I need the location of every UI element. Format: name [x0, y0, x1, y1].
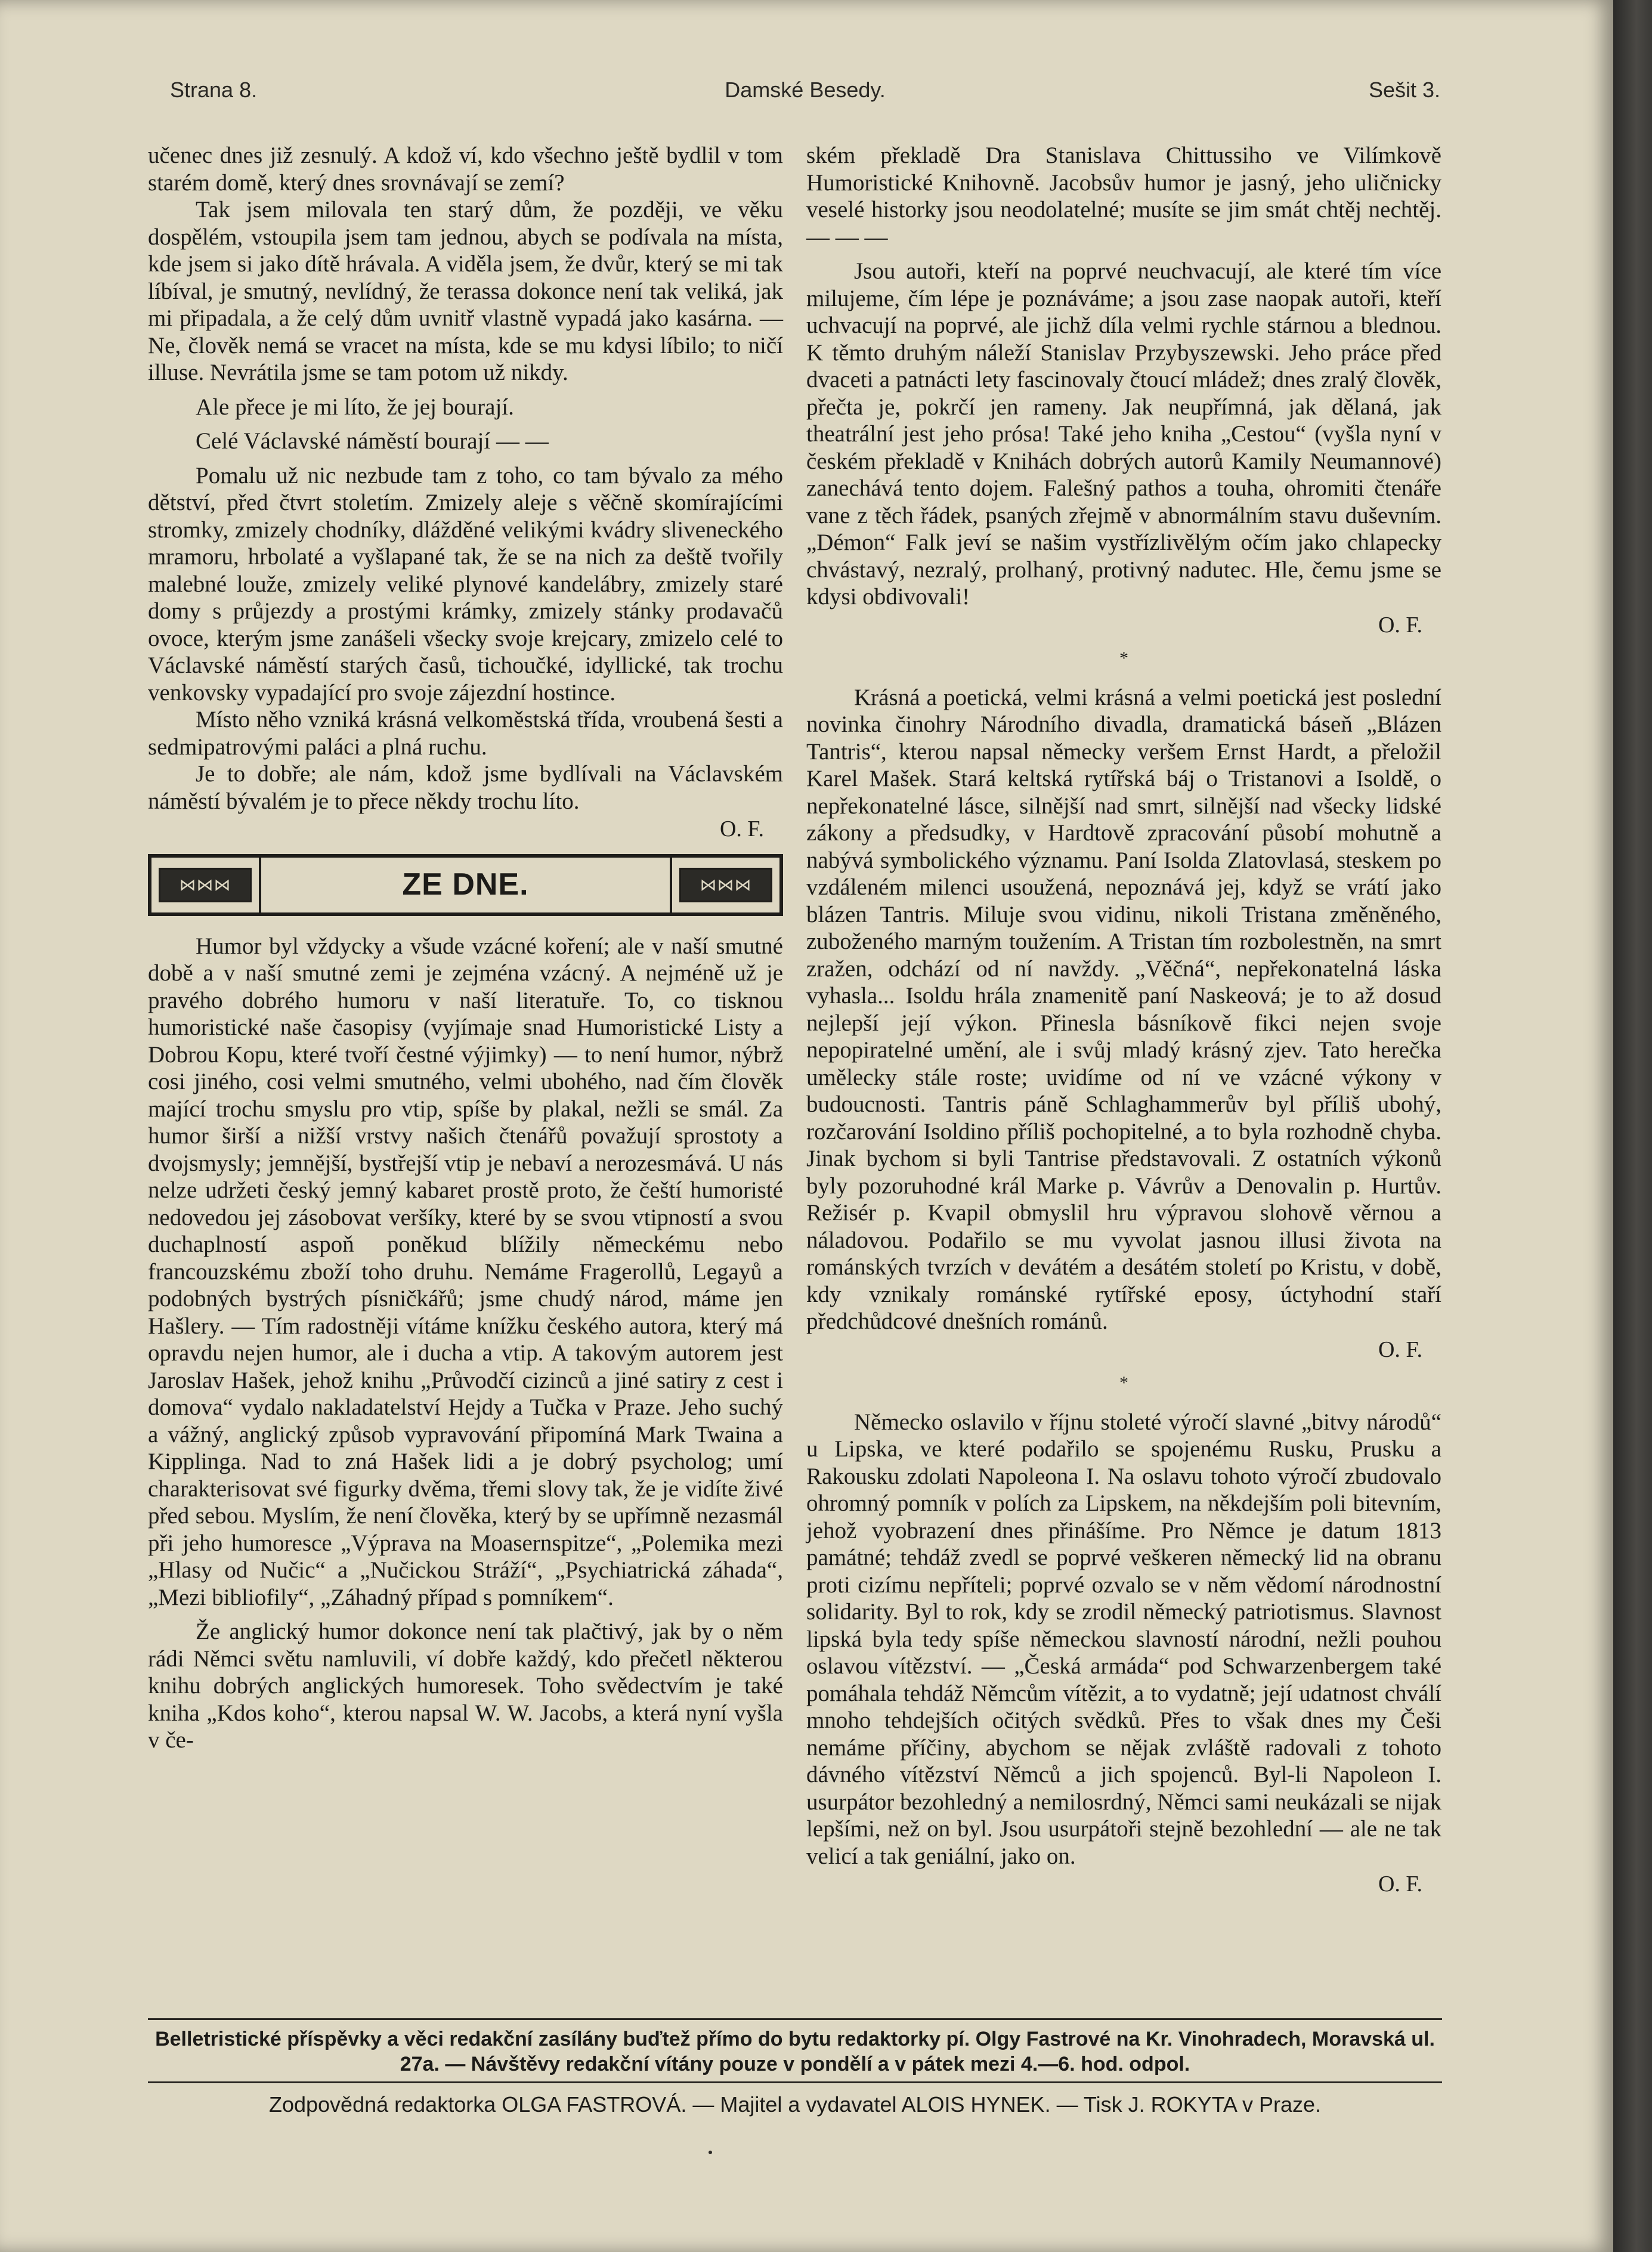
ornament-left-icon: ⋈⋈⋈ — [159, 868, 252, 902]
paragraph: ském překladě Dra Stanislava Chittussiho ve Vilímkově Humoristické Knihovně. Jacobsův humor je jasný, jeho uličnicky veselé historky jsou neodolatelné; musíte se jim smát chtěj nechtěj. — — — — [806, 143, 1441, 250]
editorial-note: Belletristické příspěvky a věci redakční zasílány buďtež přímo do bytu redaktorky pí. Olgy Fastrové na Kr. Vinohradech, Moravská ul. 27a. — Návštěvy redakční vítány pouze v pondělí a v pátek mezi 4.—6. hod. odpol. — [155, 2028, 1435, 2075]
asterisk-separator-icon: * — [1119, 648, 1128, 668]
page-header — [170, 78, 1440, 113]
imprint-line: Zodpovědná redaktorka OLGA FASTROVÁ. — Majitel a vydavatel ALOIS HYNEK. — Tisk J. ROKYTA v Praze. — [268, 2092, 1322, 2117]
paragraph: Místo něho vzniká krásná velkoměstská třída, vroubená šesti a sedmipatrovými paláci a plná ruchu. — [148, 707, 783, 760]
book-spine-edge — [1613, 0, 1652, 2252]
paragraph: Humor byl vždycky a všude vzácné koření; ale v naší smutné době a v naší smutné zemi je zejména vzácný. A nejméně už je pravého dobrého humoru v naší literatuře. To, co tisknou humoristické naše časopisy (vyjímaje snad Humoristické Listy a Dobrou Kopu, které tvoří čestné výjimky) — to není humor, nýbrž cosi jiného, cosi velmi smutného, velmi ubohého, nad čím člověk mající trochu smyslu pro vtip, spíše by plakal, nežli se smál. Za humor širší a nižší vrstvy našich čtenářů považují sprostoty a dvojsmysly; jemnější, bystřejší vtip je nebaví a nerozesmává. U nás nelze udržeti český jemný kabaret prostě proto, že čeští humoristé nedovedou jej zásobovat veršíky, které by se svou vtipností a svou duchaplností aspoň poněkud blížily německému nebo francouzskému zboží toho druhu. Nemáme Fragerollů, Legayů a podobných bystrých písničkářů; jsme chudý národ, máme jen Hašlery. — Tím radostněji vítáme knížku českého autora, který má opravdu nejen humor, ale i ducha a vtip. A takovým autorem jest Jaroslav Hašek, jehož knihu „Průvodčí cizinců a jiné satiry z cest i domova“ vydalo nakladatelství Hejdy a Tučka v Praze. Jeho suchý a vážný, anglický způsob vypravování připomíná Mark Twaina a Kipplinga. Nad to zná Hašek lidi a je dobrý psycholog; umí charakterisovat své figurky dvěma, třemi slovy tak, že je vidíte živé před sebou. Myslím, že není člověka, který by se upřímně nezasmál při jeho humoresce „Výprava na Moasernspitze“, „Polemika mezi „Hlasy od Nučic“ a „Nučickou Stráží“, „Psychiatrická záhada“, „Mezi bibliofily“, „Záhadný případ s pomníkem“. — [148, 933, 783, 1610]
author-signature: O. F. — [719, 816, 764, 842]
left-column — [148, 142, 783, 1754]
ornament-right-icon: ⋈⋈⋈ — [679, 868, 772, 902]
paragraph: Krásná a poetická, velmi krásná a velmi poetická jest poslední novinka činohry Národního divadla, dramatická báseň „Blázen Tantris“, kterou napsal německy veršem Ernst Hardt, a přeložil Karel Mašek. Stará keltská rytířská báj o Tristanovi a Isoldě, o nepřekonatelné lásce, silnější nad smrt, silnější nad všecky lidské zákony a předsudky, v Hardtově zpracování působí mohutně a nabývá symbolického významu. Paní Isolda Zlatovlasá, steskem po vzdáleném milenci usoužená, nepoznává jej, když se vrátí jako blázen Tantris. Miluje svou vidinu, nikoli Tristana změněného, zuboženého marným toužením. A Tristan tím rozbolestněn, na smrt zražen, odchází od ní navždy. „Věčná“, nepřekonatelná láska vyhasla... Isoldu hrála znamenitě paní Naskeová; je to až dosud nejlepší její výkon. Přinesla básníkově fikci nejen svoje nepopiratelné umění, ale i svůj mladý krásný zjev. Tato herečka umělecky stále roste; uvidíme od ní ve vzácné výkony v budoucnosti. Tantris páně Schlaghammerův byl příliš ubohý, rozčarování Isoldino příliš pochopitelné, a to byla rozhodně chyba. Jinak bychom si byli Tantrise představovali. Z ostatních výkonů byly pozoruhodné král Marke p. Vávrův a Denovalin p. Hurtův. Režisér p. Kvapil obmyslil hru výpravou slohově věrnou a náladovou. Podařilo se mu vyvolat jasnou illusi života na románských tvrzích v devátém a desátém století po Kristu, v době, kdy vznikaly románské rytířské eposy, úctyhodní staří předchůdcové dnešních románů. — [806, 684, 1441, 1334]
paragraph: Jsou autoři, kteří na poprvé neuchvacují, ale které tím více milujeme, čím lépe je poznáváme; a jsou zase naopak autoři, kteří uchvacují na poprvé, ale jichž díla velmi rychle stárnou a blednou. K těmto druhým náleží Stanislav Przybyszewski. Jeho práce před dvaceti a patnácti lety fascinovaly čtoucí mládež; dnes zralý člověk, přečta je, pokrčí jen rameny. Jak neupřímná, jak dělaná, jak theatrální jest jeho prósa! Také jeho kniha „Cestou“ (vyšla nyní v českém překladě v Knihách dobrých autorů Kamily Neumannové) zanechává tento dojem. Falešný pathos a touha, ohromiti čtenáře vane z těch řádek, psaných zřejmě v abnormálním stavu duševním. „Démon“ Falk jeví se našim vystřízlivělým očím jako chlapecky chvástavý, nezralý, prolhaný, protivný nadutec. Hle, čemu jsme se kdysi obdivovali! — [806, 258, 1441, 610]
paragraph: Je to dobře; ale nám, kdož jsme bydlívali na Václavském náměstí bývalém je to přece někdy trochu líto. — [148, 761, 783, 814]
issue-number: Sešit 3. — [1368, 78, 1440, 102]
paragraph: učenec dnes již zesnulý. A kdož ví, kdo všechno ještě bydlil v tom starém domě, který dnes srovnávají se zemí? — [148, 143, 783, 196]
divider-rule — [148, 2018, 1442, 2020]
divider-rule — [148, 2081, 1442, 2083]
right-column — [806, 142, 1441, 1904]
paragraph: Tak jsem milovala ten starý dům, že později, ve věku dospělém, vstoupila jsem tam jednou, abych se podívala na místa, kde jsem si jako dítě hrávala. A viděla jsem, že dvůr, který se mi tak líbíval, je smutný, nevlídný, že terassa dokonce není tak veliká, jak mi připadala, a že celý dům uvnitř vlastně vypadá jako kasárna. — Ne, člověk nemá se vracet na místa, kde se mu kdysi líbilo; to ničí illuse. Nevrátila jsme se tam potom už nikdy. — [148, 197, 783, 385]
paragraph: Pomalu už nic nezbude tam z toho, co tam bývalo za mého dětství, před čtvrt stoletím. Zmizely aleje s věčně skomírajícími stromky, zmizely chodníky, dlážděné velikými kvádry sliveneckého mramoru, hrbolaté a vyšlapané tak, že se na nich za deště tvořily malebné louže, zmizely veliké plynové kandelábry, zmizely staré domy s průjezdy a prostými krámky, zmizely stánky prodavačů ovoce, kterým jsme zanášeli všecky svoje krejcary, zmizelo celé to Václavské náměstí starých časů, tichoučké, idyllické, tak trochu venkovsky vypadající pro svoje zájezdní hostince. — [148, 462, 783, 706]
author-signature: O. F. — [1378, 612, 1422, 638]
paragraph: Že anglický humor dokonce není tak plačtivý, jak by o něm rádi Němci světu namluvili, ví dobře každý, kdo přečetl některou knihu dobrých anglických humoresek. Toho svědectvím je také kniha „Kdos koho“, kterou napsal W. W. Jacobs, a která nyní vyšla v če- — [148, 1619, 783, 1753]
paragraph: Německo oslavilo v říjnu stoleté výročí slavné „bitvy národů“ u Lipska, ve které podařilo se spojenému Rusku, Prusku a Rakousku zdolati Napoleona I. Na oslavu tohoto výročí zbudovalo ohromný pomník v polích za Lipskem, na někdejším poli bitevním, jehož vyobrazení dnes přinášíme. Pro Němce je datum 1813 památné; tehdáž zvedl se poprvé veškeren německý lid na obranu proti cizímu nepříteli; poprvé ozvalo se v něm vědomí národnostní solidarity. Byl to rok, kdy se zrodil německý patriotismus. Slavnost lipská byla tedy spíše německou slavností národní, nežli pouhou oslavou vítězství. — „Česká armáda“ pod Schwarzenbergem také pomáhala tehdáž Němcům vítězit, a to vydatně; její udatnost chválí mnoho tehdejších očitých svědků. Přes to však dnes my Češi nemáme příčiny, abychom se nějak zvláště radovali z tohoto dávného vítězství Němců a jich spojenců. Byl-li Napoleon I. usurpátor bezohledný a nemilosrdný, Němci sami neukázali se nijak lepšími, než on byl. Jsou usurpátoři stejně bezohlední — ale ne tak velicí a tak geniální, jako on. — [806, 1409, 1441, 1869]
section-banner — [148, 854, 783, 916]
section-title: ZE DNE. — [259, 858, 672, 912]
page-number: Strana 8. — [170, 78, 258, 102]
print-dot — [709, 2151, 712, 2154]
asterisk-separator-icon: * — [1119, 1373, 1128, 1393]
publication-title: Damské Besedy. — [725, 78, 886, 102]
author-signature: O. F. — [1378, 1871, 1422, 1897]
author-signature: O. F. — [1378, 1337, 1422, 1362]
paragraph: Celé Václavské náměstí bourají — — — [196, 428, 549, 454]
paragraph: Ale přece je mi líto, že jej bourají. — [196, 394, 514, 420]
